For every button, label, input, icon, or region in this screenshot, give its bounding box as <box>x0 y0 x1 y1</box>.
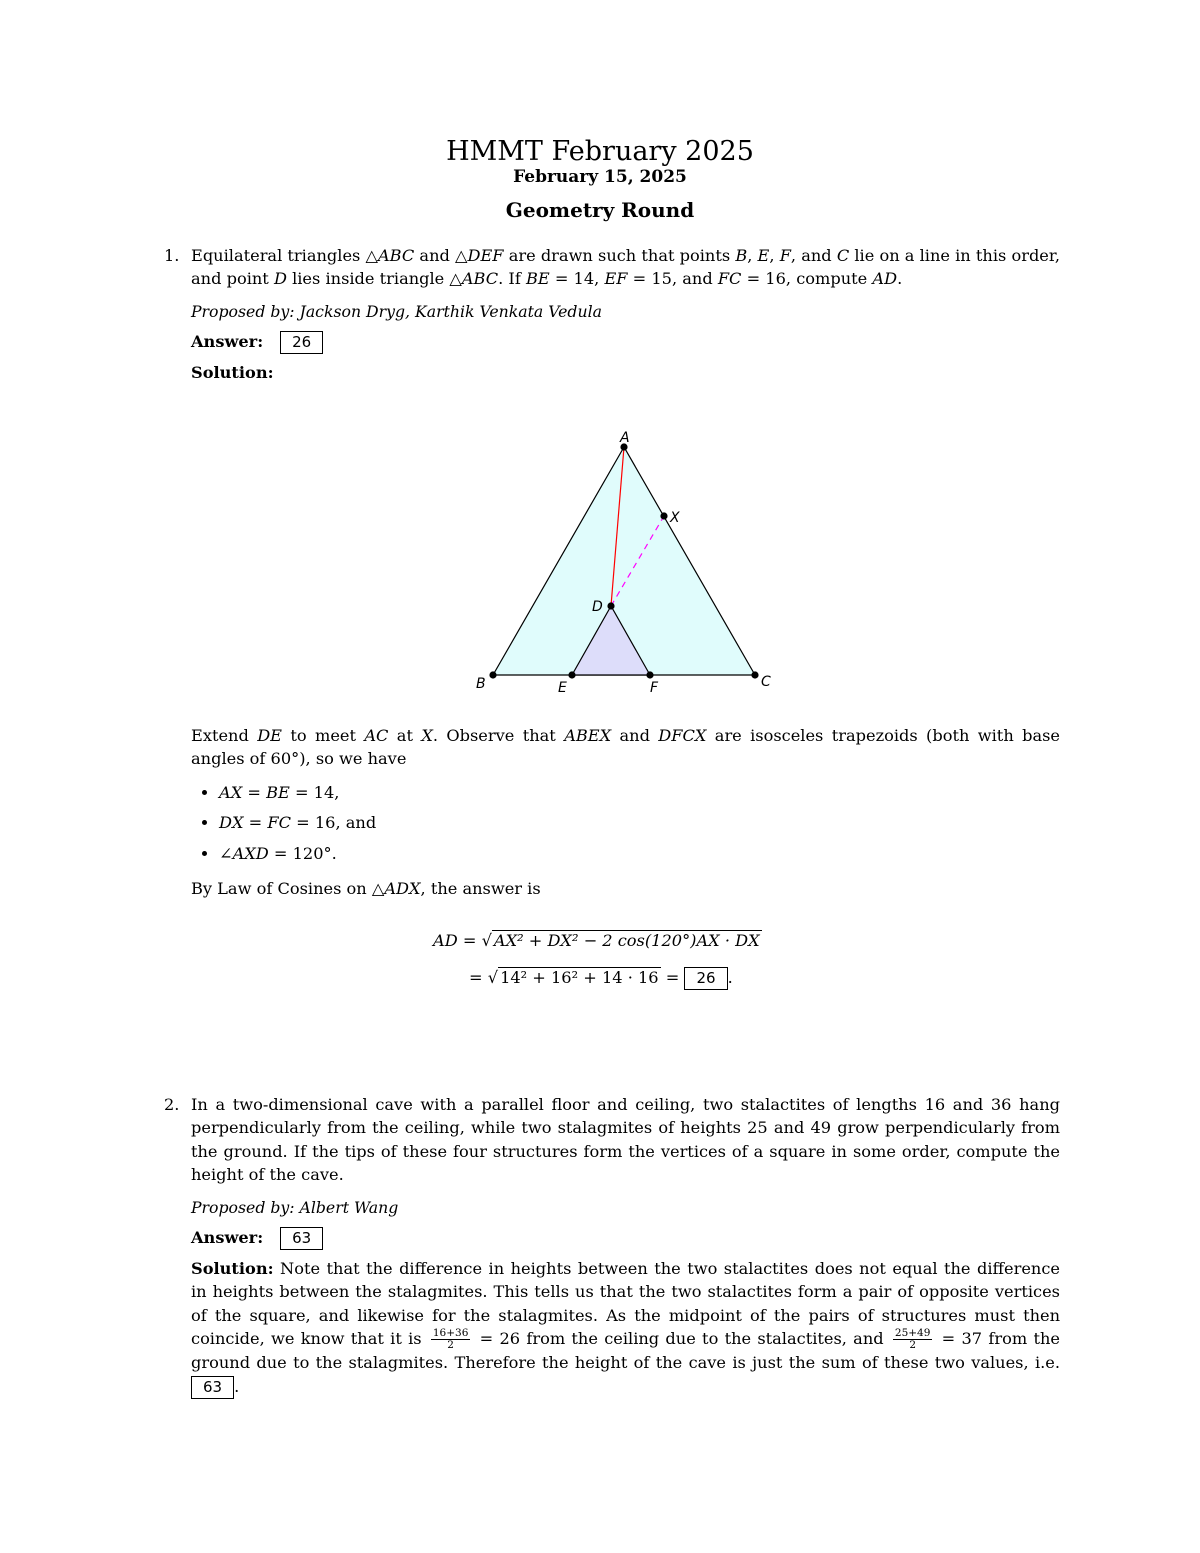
problem-2-number: 2. <box>164 1095 180 1114</box>
boxed-answer: 26 <box>684 967 727 990</box>
label-f: F <box>650 680 659 696</box>
answer-label: Answer: <box>191 1228 264 1248</box>
geometry-figure <box>470 425 790 700</box>
problem-1-number: 1. <box>164 246 180 265</box>
solution-1-list <box>191 781 1060 865</box>
answer-label: Answer: <box>191 332 264 352</box>
list-item: • AX = BE = 14, <box>219 781 1060 804</box>
round-title: Geometry Round <box>505 198 695 222</box>
point-d <box>607 602 614 609</box>
label-c: C <box>761 674 771 690</box>
problem-1-answer <box>191 330 1060 354</box>
problem-2-author: Proposed by: Albert Wang <box>191 1197 399 1217</box>
problem-1 <box>164 244 1060 385</box>
boxed-answer: 63 <box>191 1376 234 1399</box>
problem-1-statement: Equilateral triangles △ABC and △DEF are drawn such that points B, E, F, and C lie on a line in this order, and point D lies inside triangle △ABC. If BE = 14, EF = 15, and FC = 16, compute AD. <box>191 246 1060 289</box>
problem-2-statement: In a two-dimensional cave with a parallel floor and ceiling, two stalactites of lengths 16 and 36 hang perpendicularly from the ceiling, while two stalagmites of heights 25 and 49 grow perpendicularly from the ground. If the tips of these four structures form the vertices of a square in some order, compute the height of the cave. <box>191 1095 1060 1185</box>
page-title: HMMT February 2025 <box>446 136 754 167</box>
list-item: • DX = FC = 16, and <box>219 811 1060 834</box>
list-item: • ∠AXD = 120°. <box>219 842 1060 865</box>
problem-2-solution: Solution: Note that the difference in heights between the two stalactites does not equal the difference in heights between the stalagmites. This tells us that the two stalactites form a pair of opposite vertices of the square, and likewise for the stalagmites. As the midpoint of the pairs of structures must then coincide, we know that it is $\frac{16+36}{2}$ = 26 from the ceiling due to the stalactites, and $\frac{25+49}{2}$ = 37 from the ground due to the stalagmites. Therefore the height of the cave is just the sum of these two values, i.e. 63 . <box>191 1257 1060 1399</box>
label-d: D <box>592 599 603 615</box>
point-e <box>568 671 575 678</box>
equation-line-1: AD = √ AX² + DX² − 2 cos(120°)AX · DX <box>433 931 760 950</box>
label-a: A <box>620 430 630 446</box>
point-f <box>646 671 653 678</box>
solution-1-law-of-cosines: By Law of Cosines on △ADX, the answer is <box>191 879 541 899</box>
label-b: B <box>476 676 486 692</box>
problem-1-solution <box>164 724 1060 900</box>
answer-box: 26 <box>280 331 323 354</box>
label-x: X <box>670 510 680 526</box>
point-x <box>660 512 667 519</box>
problem-1-solution-label: Solution: <box>191 363 274 383</box>
problem-1-author: Proposed by: Jackson Dryg, Karthik Venkata Vedula <box>191 301 602 321</box>
problem-2 <box>164 1093 1060 1399</box>
point-b <box>489 671 496 678</box>
equation-line-2: = √ 14² + 16² + 14 · 16 = 26 . <box>469 967 733 990</box>
point-c <box>751 671 758 678</box>
answer-box: 63 <box>280 1227 323 1250</box>
page-date: February 15, 2025 <box>513 167 687 187</box>
label-e: E <box>558 680 567 696</box>
problem-2-answer <box>191 1226 1060 1250</box>
solution-1-intro: Extend DE to meet AC at X. Observe that ABEX and DFCX are isosceles trapezoids (both with base angles of 60°), so we have <box>191 726 1061 769</box>
